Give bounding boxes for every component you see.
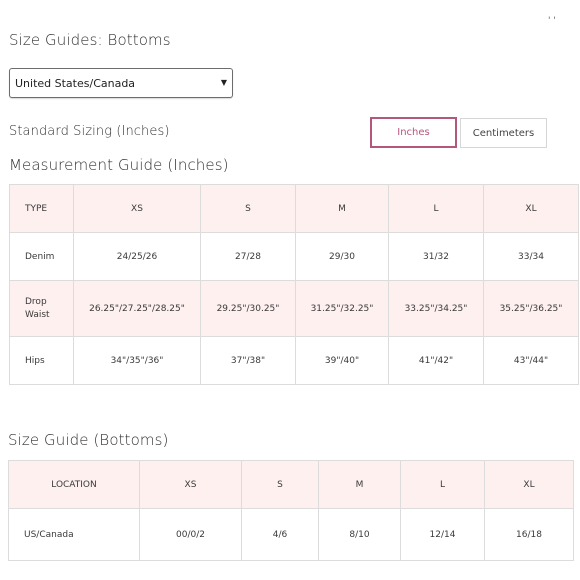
table-row (10, 281, 579, 337)
table-cell: 16/18 (485, 509, 574, 561)
header-cell: S (201, 185, 296, 233)
table-cell: 33/34 (484, 233, 579, 281)
region-select[interactable] (9, 68, 233, 98)
table-header-row (9, 461, 574, 509)
row-label: US/Canada (9, 509, 140, 561)
header-cell: L (401, 461, 485, 509)
table-row (10, 233, 579, 281)
standard-sizing-label: Standard Sizing (Inches) (9, 124, 170, 139)
centimeters-button[interactable]: Centimeters (460, 118, 547, 148)
table-cell: 26.25"/27.25"/28.25" (74, 281, 201, 337)
table-cell: 35.25"/36.25" (484, 281, 579, 337)
table-cell: 24/25/26 (74, 233, 201, 281)
table-cell: 8/10 (319, 509, 401, 561)
measurement-guide-heading: Measurement Guide (Inches) (9, 156, 229, 174)
header-cell: LOCATION (9, 461, 140, 509)
table-cell: 33.25"/34.25" (389, 281, 484, 337)
header-cell: L (389, 185, 484, 233)
table-row (10, 337, 579, 385)
table-cell: 29/30 (296, 233, 389, 281)
header-cell: XL (485, 461, 574, 509)
header-cell: XS (74, 185, 201, 233)
dropdown-arrow-icon: ▼ (220, 78, 227, 87)
table-cell: 41"/42" (389, 337, 484, 385)
table-cell: 37"/38" (201, 337, 296, 385)
table-cell: 12/14 (401, 509, 485, 561)
corner-mark: ' ' (548, 16, 556, 26)
table-row (9, 509, 574, 561)
page-title: Size Guides: Bottoms (9, 31, 171, 49)
header-cell: XL (484, 185, 579, 233)
table-cell: 31/32 (389, 233, 484, 281)
table-cell: 43"/44" (484, 337, 579, 385)
row-label: Hips (10, 337, 74, 385)
row-label: Drop Waist (10, 281, 74, 337)
table-cell: 27/28 (201, 233, 296, 281)
row-label: Denim (10, 233, 74, 281)
table-header-row (10, 185, 579, 233)
table-cell: 00/0/2 (140, 509, 242, 561)
header-cell: S (242, 461, 319, 509)
header-cell: M (296, 185, 389, 233)
table-cell: 39"/40" (296, 337, 389, 385)
table-cell: 31.25"/32.25" (296, 281, 389, 337)
measurement-table (9, 184, 579, 385)
header-cell: M (319, 461, 401, 509)
table-cell: 34"/35"/36" (74, 337, 201, 385)
size-guide-heading: Size Guide (Bottoms) (8, 431, 169, 449)
table-cell: 29.25"/30.25" (201, 281, 296, 337)
header-cell: TYPE (10, 185, 74, 233)
size-guide-table (8, 460, 574, 561)
header-cell: XS (140, 461, 242, 509)
inches-button[interactable]: Inches (370, 117, 457, 148)
region-select-value: United States/Canada (15, 76, 136, 90)
table-cell: 4/6 (242, 509, 319, 561)
